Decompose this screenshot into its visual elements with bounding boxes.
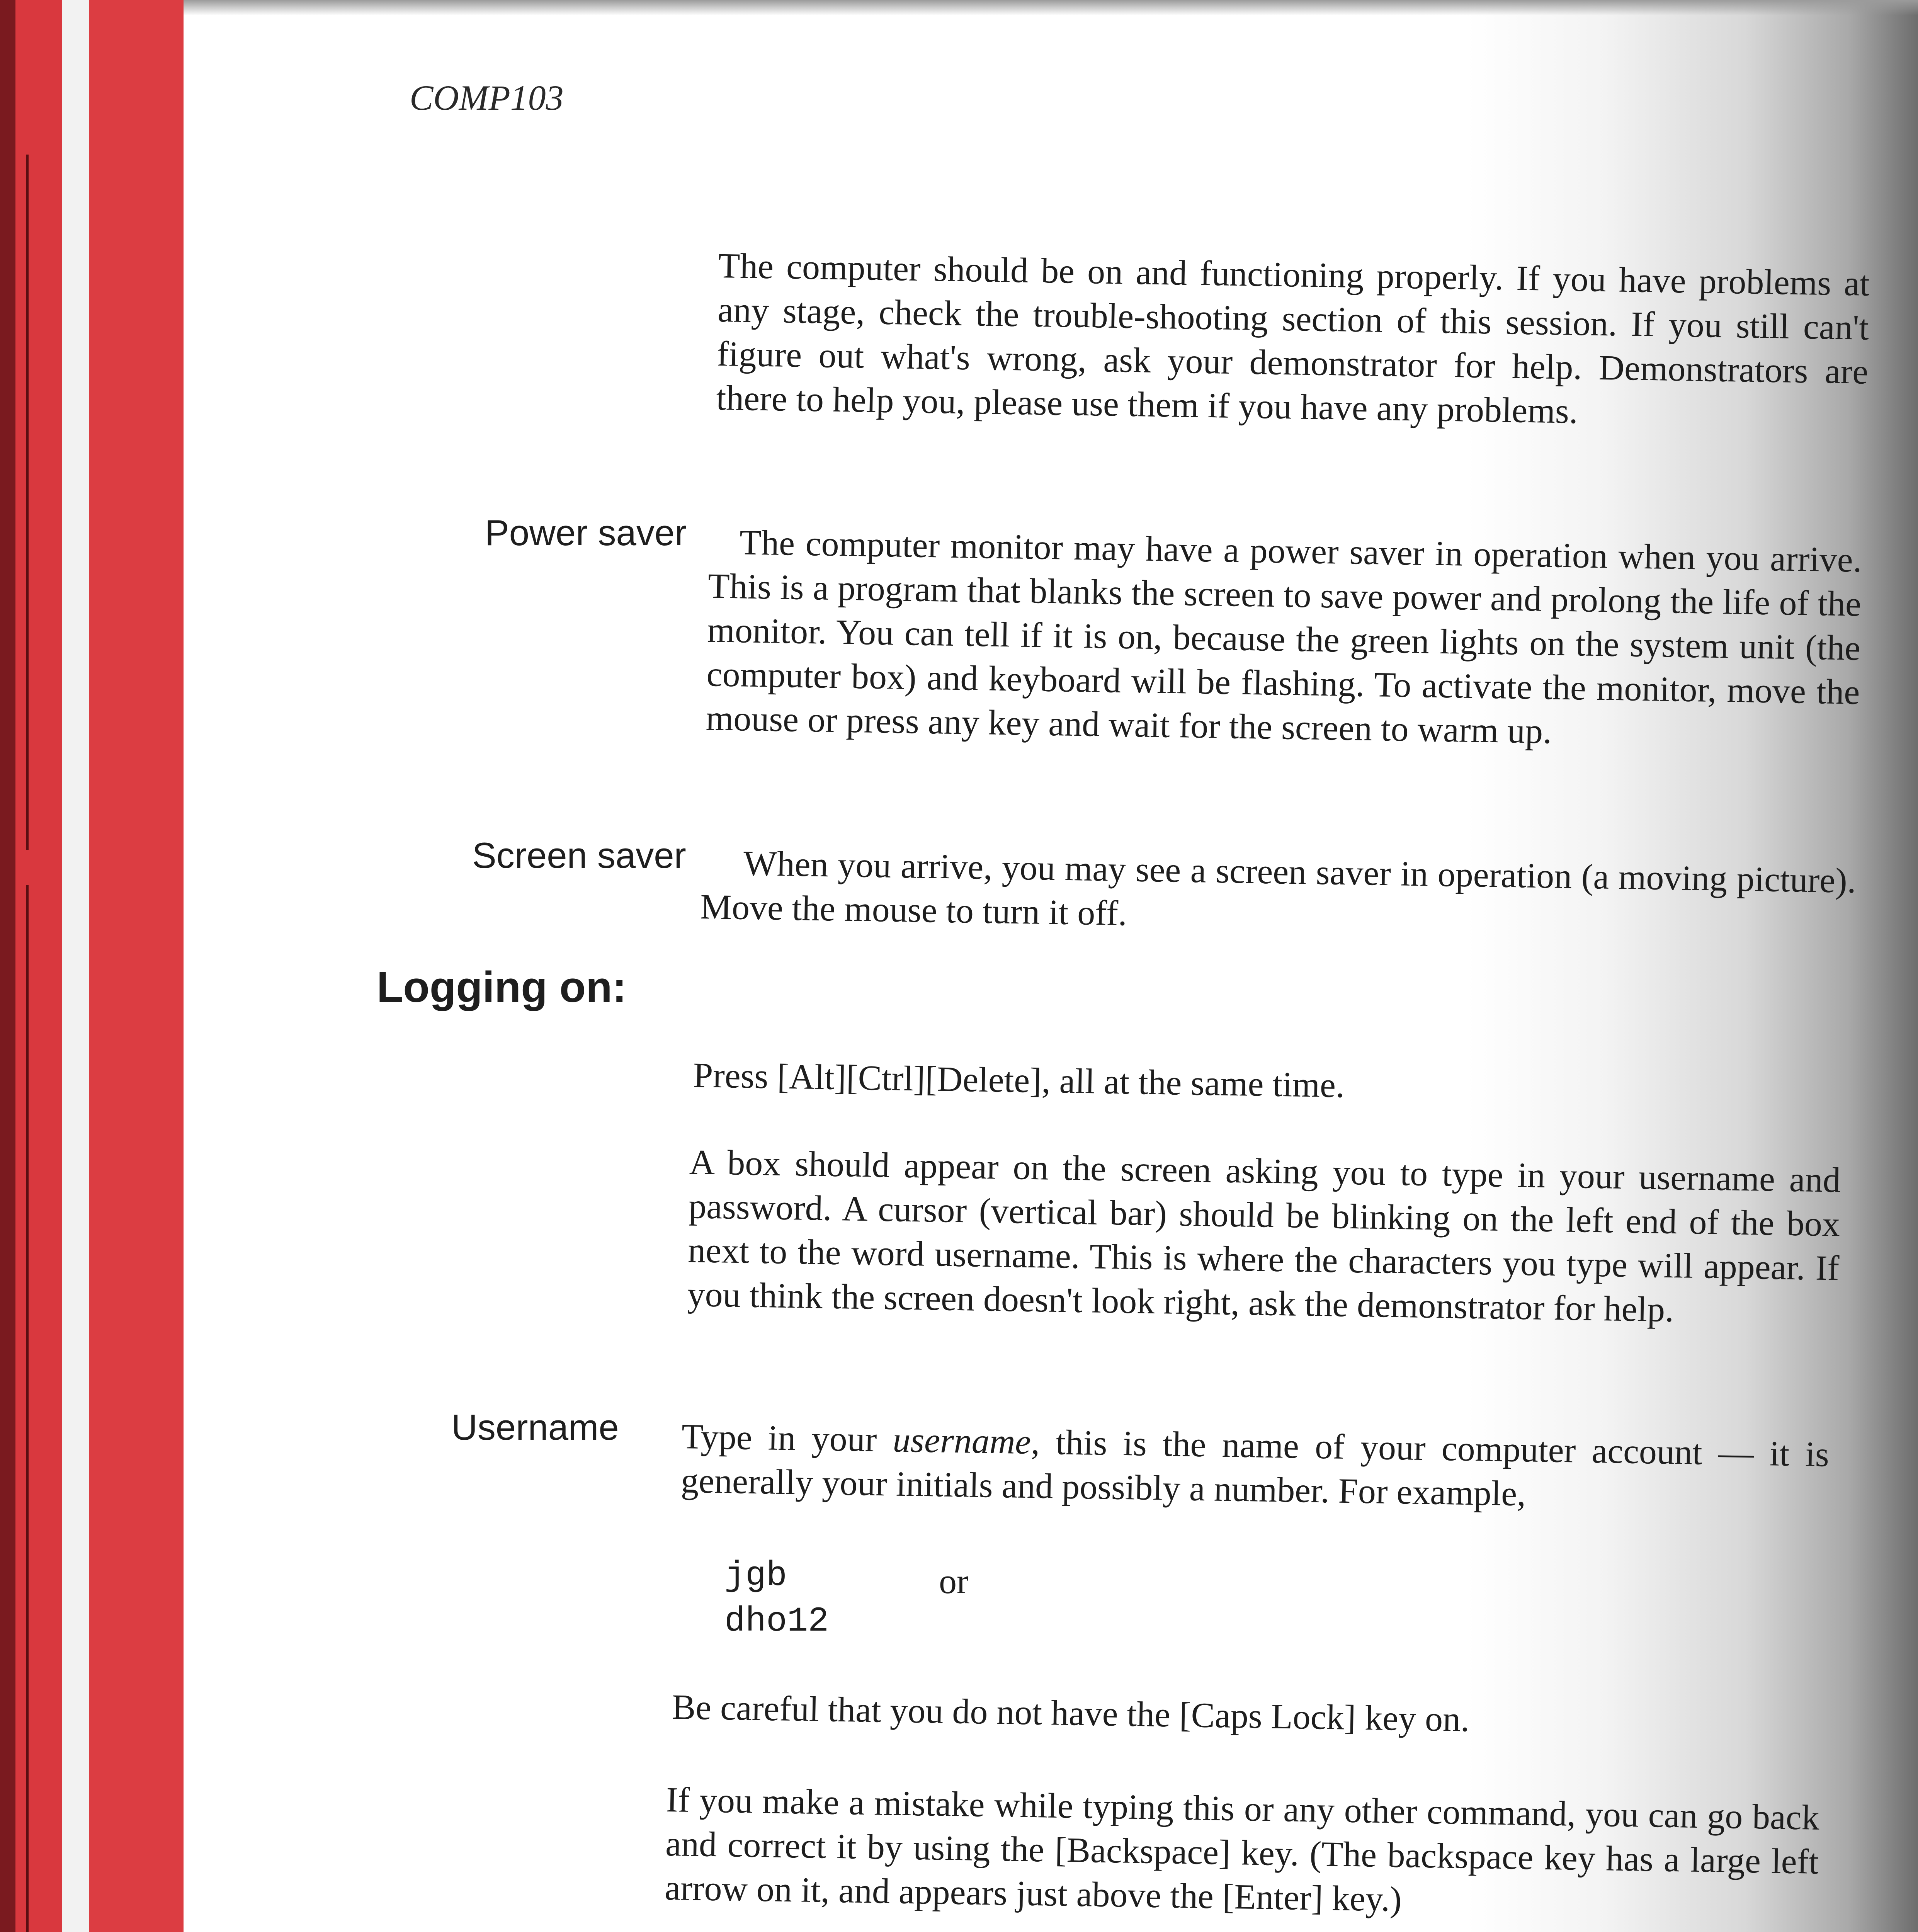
backspace-paragraph: If you make a mistake while typing this or any other command, you can go back and correct it by using the [Backspace] key. (The backspace key has a large left arrow on it, and appears just above the [Enter] key.)	[664, 1779, 1820, 1919]
username-example-or: or	[939, 1561, 969, 1601]
caps-lock-warning: Be careful that you do not have the [Caps Lock] key on.	[672, 1687, 1470, 1739]
username-text-before: Type in your	[681, 1416, 893, 1459]
cover-margin	[89, 0, 184, 1932]
binding-line-lower	[26, 885, 29, 1932]
username-text-after: , this is the name of your computer account — it is generally your initials and possibly a number. For example,	[680, 1422, 1830, 1514]
course-code: COMP103	[410, 78, 564, 117]
username-emphasis: username	[892, 1420, 1032, 1462]
power-saver-label: Power saver	[485, 512, 687, 553]
binding-strip	[15, 0, 62, 1932]
username-example-1: jgb	[724, 1556, 787, 1596]
screen-saver-paragraph: When you arrive, you may see a screen saver in operation (a moving picture). Move the mouse to turn it off.	[700, 843, 1857, 933]
intro-paragraph: The computer should be on and functioning properly. If you have problems at any stage, check the trouble-shooting section of this session. If you still can't figure out what's wrong, ask your demonstrator for help. Demonstrators are there to help you, please use them if you have any problems.	[716, 245, 1870, 431]
page-gap	[62, 0, 89, 1932]
section-heading-logging-on: Logging on:	[377, 963, 627, 1011]
book-edge	[0, 0, 15, 1932]
power-saver-paragraph: The computer monitor may have a power saver in operation when you arrive. This is a program that blanks the screen to save power and prolong the life of the monitor. You can tell if it is on, because the green lights on the system unit (the computer box) and keyboard will be flashing. To activate the monitor, move the mouse or press any key and wait for the screen to warm up.	[706, 522, 1862, 751]
binding-line-upper	[26, 155, 29, 850]
username-example-2: dho12	[724, 1602, 829, 1641]
username-paragraph	[680, 1414, 1829, 1520]
username-label: Username	[451, 1407, 619, 1447]
press-keys-paragraph: Press [Alt][Ctrl][Delete], all at the same time.	[693, 1055, 1345, 1105]
screen-saver-label: Screen saver	[472, 835, 686, 876]
login-box-paragraph: A box should appear on the screen asking you to type in your username and password. A cursor (vertical bar) should be blinking on the left end of the box next to the word username. This is where the characters you type will appear. If you think the screen doesn't look right, ask the demonstrator for help.	[687, 1142, 1841, 1330]
page-top-shadow	[184, 0, 1918, 15]
